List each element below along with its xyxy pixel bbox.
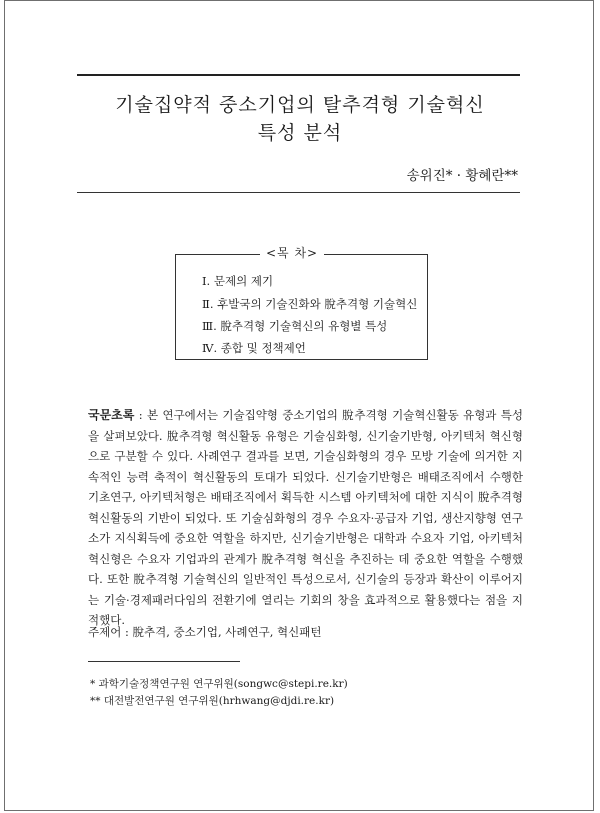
toc-item-1: Ⅰ. 문제의 제기 bbox=[202, 274, 274, 288]
toc-item-3: Ⅲ. 脫추격형 기술혁신의 유형별 특성 bbox=[202, 319, 388, 333]
abstract-separator: : bbox=[134, 408, 147, 422]
abstract-body: 본 연구에서는 기술집약형 중소기업의 脫추격형 기술혁신활동 유형과 특성을 살펴보았다. 脫추격형 혁신활동 유형은 기술심화형, 신기술기반형, 아키텍처 혁신형으로 구분할 수 있다. 사례연구 결과를 보면, 기술심화형의 경우 모방 기술에 의거한 지속적인 능력 축적이 혁신활동의 토대가 되었다. 신기술기반형은 배태조직에서 수행한 기초연구, 아키텍처형은 배태조직에서 획득한 시스템 아키텍처에 대한 지식이 脫추격형 혁신활동의 기반이 되었다. 또 기술심화형의 경우 수요자·공급자 기업, 생산지향형 연구소가 지식획득에 중요한 역할을 하지만, 신기술기반형은 대학과 수요자 기업, 아키텍처 혁신형은 수요자 기업과의 관계가 脫추격형 혁신을 추진하는 데 중요한 역할을 수행했다. 또한 脫추격형 기술혁신의 일반적인 특성으로서, 신기술의 등장과 확산이 이루어지는 기술·경제패러다임의 전환기에 열리는 기회의 창을 효과적으로 활용했다는 점을 지적했다. bbox=[88, 408, 524, 627]
toc-item-2: Ⅱ. 후발국의 기술진화와 脫추격형 기술혁신 bbox=[202, 297, 418, 311]
footnote-2: ** 대전발전연구원 연구위원(hrhwang@djdi.re.kr) bbox=[90, 695, 335, 707]
title-line-1: 기술집약적 중소기업의 탈추격형 기술혁신 bbox=[115, 94, 485, 116]
abstract-label: 국문초록 bbox=[88, 408, 135, 422]
toc-item-4: Ⅳ. 종합 및 정책제언 bbox=[202, 341, 306, 355]
title-line-2: 특성 분석 bbox=[257, 122, 343, 144]
header-rule bbox=[77, 192, 520, 193]
footnote-1: * 과학기술정책연구원 연구위원(songwc@stepi.re.kr) bbox=[90, 678, 348, 690]
toc-heading: <목 차> bbox=[260, 244, 324, 261]
abstract bbox=[88, 405, 523, 631]
footnote-rule bbox=[88, 661, 240, 662]
top-rule bbox=[77, 74, 520, 76]
keywords: 주제어 : 脫추격, 중소기업, 사례연구, 혁신패턴 bbox=[88, 625, 322, 639]
authors: 송위진* · 황혜란** bbox=[406, 168, 518, 184]
